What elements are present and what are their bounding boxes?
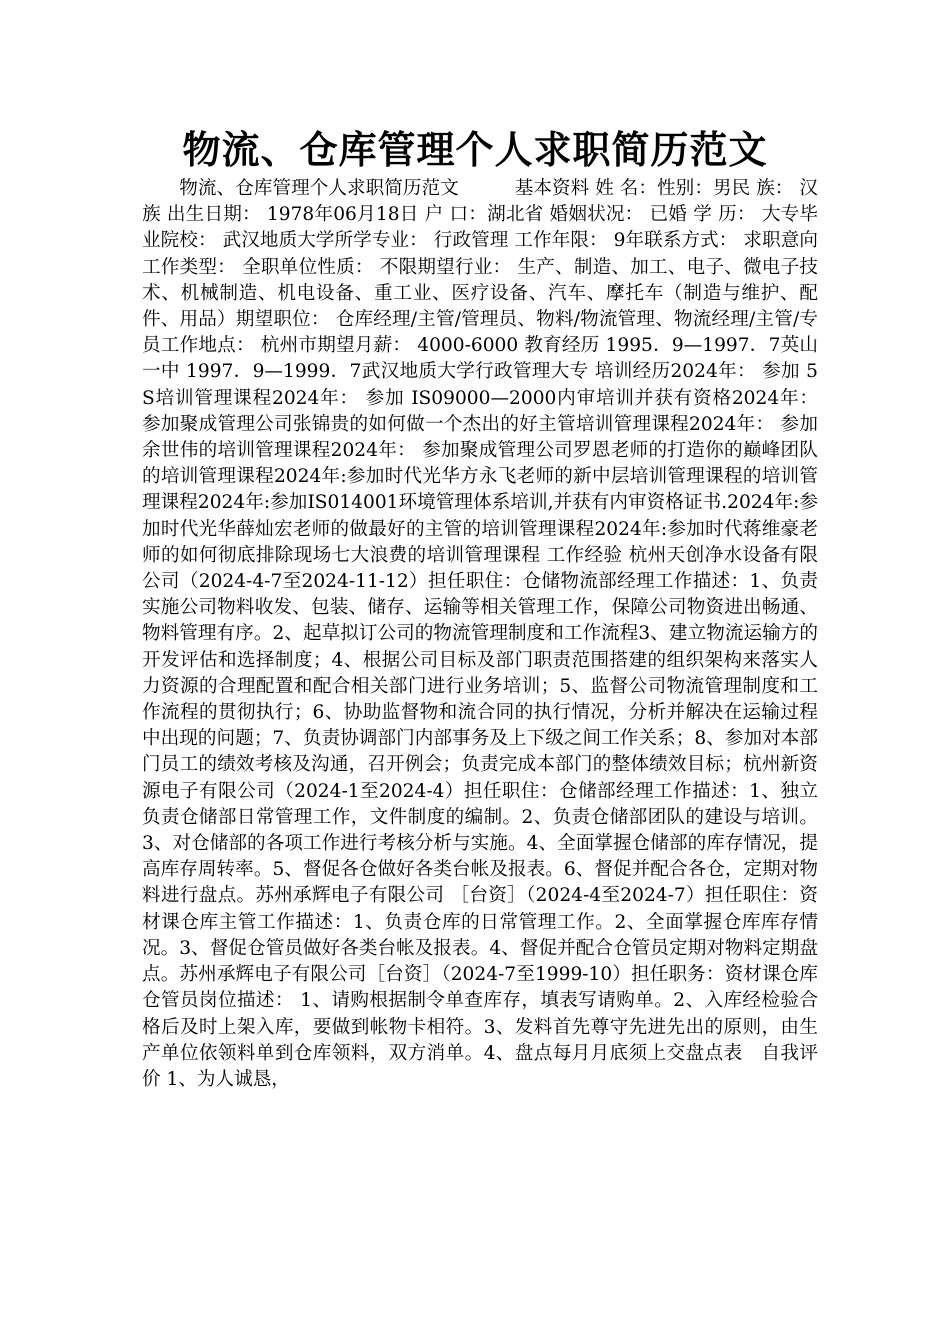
document-body-text: 物流、仓库管理个人求职简历范文 基本资料 姓 名：性别：男民 族： 汉族 出生日期： 1978年06月18日 户 口：湖北省 婚姻状况： 已婚 学 历： 大专毕业院校： 武汉地质大学所学专业： 行政管理 工作年限： 9年联系方式： 求职意向 工作类型： 全职单位性质： 不限期望行业： 生产、制造、加工、电子、微电子技术、机械制造、机电设备、重工业、医疗设备、汽车、摩托车（制造与维护、配件、用品）期望职位： 仓库经理/主管/管理员、物料/物流管理、物流经理/主管/专员工作地点： 杭州市期望月薪： 4000-6000 教育经历 1995．9—1997．7英山一中 1997．9—1999．7武汉地质大学行政管理大专 培训经历2024年： 参加 5S培训管理课程2024年： 参加 IS09000—2000内审培训并获有资格2024年： 参加聚成管理公司张锦贵的如何做一个杰出的好主管培训管理课程2024年： 参加余世伟的培训管理课程2024年： 参加聚成管理公司罗恩老师的打造你的巅峰团队的培训管理课程2024年:参加时代光华方永飞老师的新中层培训管理课程的培训管理课程2024年:参加IS014001环境管理体系培训,并获有内审资格证书.2024年:参加时代光华薛灿宏老师的做最好的主管的培训管理课程2024年:参加时代蒋维豪老师的如何彻底排除现场七大浪费的培训管理课程 工作经验 杭州天创净水设备有限公司（2024-4-7至2024-11-12）担任职住：仓储物流部经理工作描述：1、负责实施公司物料收发、包装、储存、运输等相关管理工作，保障公司物资进出畅通、物料管理有序。2、起草拟订公司的物流管理制度和工作流程3、建立物流运输方的开发评估和选择制度；4、根据公司目标及部门职责范围搭建的组织架构来落实人力资源的合理配置和配合相关部门进行业务培训；5、监督公司物流管理制度和工作流程的贯彻执行；6、协助监督物和流合同的执行情况，分析并解决在运输过程中出现的问题；7、负责协调部门内部事务及上下级之间工作关系；8、参加对本部门员工的绩效考核及沟通，召开例会；负责完成本部门的整体绩效目标；杭州新资源电子有限公司（2024-1至2024-4）担任职住：仓储部经理工作描述：1、独立负责仓储部日常管理工作，文件制度的编制。2、负责仓储部团队的建设与培训。3、对仓储部的各项工作进行考核分析与实施。4、全面掌握仓储部的库存情况，提高库存周转率。5、督促各仓做好各类台帐及报表。6、督促并配合各仓，定期对物料进行盘点。苏州承辉电子有限公司 ［台资］（2024-4至2024-7）担任职住：资材课仓库主管工作描述：1、负责仓库的日常管理工作。2、全面掌握仓库库存情况。3、督促仓管员做好各类台帐及报表。4、督促并配合仓管员定期对物料定期盘点。苏州承辉电子有限公司［台资］（2024-7至1999-10）担任职务：资材课仓库仓管员岗位描述： 1、请购根据制令单查库存，填表写请购单。2、入库经检验合格后及时上架入库，要做到帐物卡相符。3、发料首先尊守先进先出的原则，由生产单位依领料单到仓库领料，双方消单。4、盘点每月月底须上交盘点表 自我评价 1、为人诚恳， bbox=[142, 178, 818, 1090]
document-title: 物流、仓库管理个人求职简历范文 bbox=[182, 127, 768, 172]
